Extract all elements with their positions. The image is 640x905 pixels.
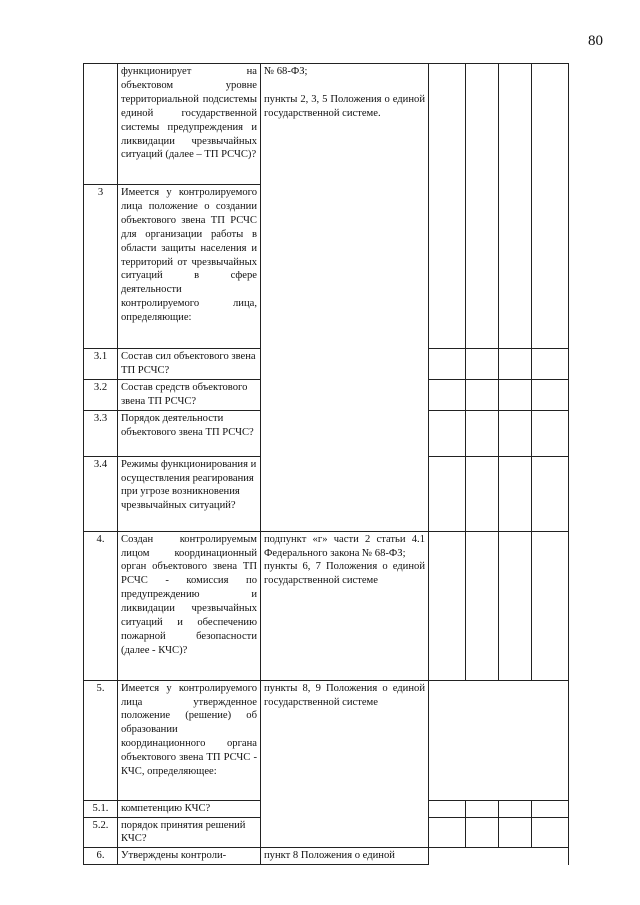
question-cell: Состав средств объектового звена ТП РСЧС?: [118, 379, 261, 410]
answer-cell: [499, 410, 532, 456]
row-number: 5.2.: [84, 817, 118, 848]
answer-cell: [429, 456, 466, 531]
answer-cell: [429, 531, 466, 680]
answer-cell: [429, 349, 466, 380]
reference-text: подпункт «г» части 2 статьи 4.1 Федерального закона № 68-ФЗ;: [264, 533, 425, 559]
answer-cell: [499, 349, 532, 380]
reference-cell: пункты 8, 9 Положения о единой государственной системе: [261, 680, 429, 848]
row-number: 5.1.: [84, 800, 118, 817]
answer-cell: [499, 531, 532, 680]
reference-cell: [261, 531, 429, 680]
answer-cell: [499, 379, 532, 410]
table-row: [84, 680, 569, 800]
question-cell: Утверждены контроли-: [118, 848, 261, 865]
checklist-table: [83, 63, 569, 865]
row-number: 3.1: [84, 349, 118, 380]
answer-cell: [532, 800, 569, 817]
table-row: [84, 64, 569, 185]
row-number: [84, 64, 118, 185]
answer-cell: [466, 456, 499, 531]
row-number: 5.: [84, 680, 118, 800]
reference-cell: пункт 8 Положения о единой: [261, 848, 429, 865]
row-number: 6.: [84, 848, 118, 865]
answer-cell: [532, 456, 569, 531]
row-number: 3.2: [84, 379, 118, 410]
answer-cell: [532, 817, 569, 848]
answer-cell: [466, 64, 499, 349]
question-cell: Имеется у контролируемого лица утвержденное положение (решение) об образовании координационного органа объектового звена ТП РСЧС - КЧС, определяющее:: [118, 680, 261, 800]
answer-cell: [429, 848, 569, 865]
answer-cell: [466, 531, 499, 680]
answer-cell: [429, 64, 466, 349]
answer-cell: [429, 410, 466, 456]
question-cell: порядок принятия решений КЧС?: [118, 817, 261, 848]
answer-cell: [466, 800, 499, 817]
answer-cell: [429, 680, 569, 800]
table-row: [84, 848, 569, 865]
answer-cell: [499, 817, 532, 848]
row-number: 3.4: [84, 456, 118, 531]
table-row: [84, 531, 569, 680]
reference-text: пункты 6, 7 Положения о единой государственной системе: [264, 561, 425, 587]
answer-cell: [466, 817, 499, 848]
question-cell: функционирует на объектовом уровне территориальной подсистемы единой государственной системы предупреждения и ликвидации чрезвычайных ситуаций (далее – ТП РСЧС)?: [118, 64, 261, 185]
page-number: 80: [588, 33, 603, 49]
answer-cell: [429, 817, 466, 848]
question-cell: Создан контролируемым лицом координационный орган объектового звена ТП РСЧС - комиссия по предупреждению и ликвидации чрезвычайных ситуаций и обеспечению пожарной безопасности (далее - КЧС)?: [118, 531, 261, 680]
reference-text: пункты 2, 3, 5 Положения о единой государственной системе.: [264, 93, 425, 119]
answer-cell: [499, 456, 532, 531]
question-cell: Имеется у контролируемого лица положение о создании объектового звена ТП РСЧС для организации работы в области защиты населения и территорий от чрезвычайных ситуаций в сфере деятельности контролируемого лица, определяющие:: [118, 185, 261, 349]
answer-cell: [532, 349, 569, 380]
question-cell: Порядок деятельности объектового звена ТП РСЧС?: [118, 410, 261, 456]
reference-cell: [261, 64, 429, 532]
question-cell: Состав сил объектового звена ТП РСЧС?: [118, 349, 261, 380]
row-number: 3: [84, 185, 118, 349]
answer-cell: [532, 410, 569, 456]
answer-cell: [466, 349, 499, 380]
reference-text: № 68-ФЗ;: [264, 66, 308, 77]
row-number: 4.: [84, 531, 118, 680]
answer-cell: [429, 379, 466, 410]
answer-cell: [499, 800, 532, 817]
answer-cell: [429, 800, 466, 817]
question-cell: компетенцию КЧС?: [118, 800, 261, 817]
question-cell: Режимы функционирования и осуществления реагирования при угрозе возникновения чрезвычайных ситуаций?: [118, 456, 261, 531]
answer-cell: [499, 64, 532, 349]
row-number: 3.3: [84, 410, 118, 456]
answer-cell: [532, 379, 569, 410]
answer-cell: [466, 379, 499, 410]
answer-cell: [532, 64, 569, 349]
answer-cell: [532, 531, 569, 680]
answer-cell: [466, 410, 499, 456]
